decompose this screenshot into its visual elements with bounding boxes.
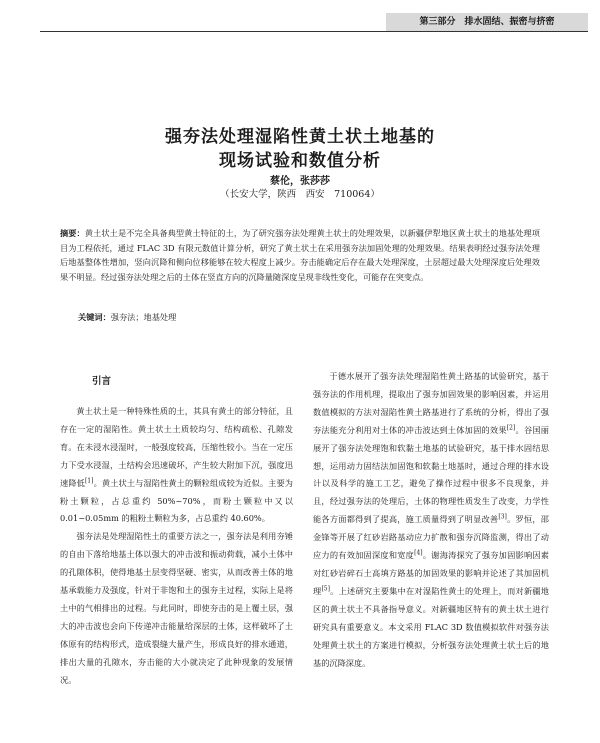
header-rule	[40, 31, 588, 32]
paragraph-text: 。罗恒，邵金锋等开展了红砂岩路基动应力扩散和强夯沉降监测，得出了动应力的有效加固深度和宽度	[313, 514, 549, 561]
paragraph-text: 黄土状土是一种特殊性质的土，其具有黄土的部分特征，且存在一定的湿陷性。黄土状土土质较均匀、结构疏松、孔隙发育。在未浸水浸湿时，一般强度较高，压缩性较小。当在一定压力下受水浸湿，土结构会迅速破坏，产生较大附加下沉，强度迅速降低	[60, 406, 293, 488]
body-column-left	[60, 403, 293, 690]
keywords-text: 强夯法；地基处理	[110, 312, 177, 322]
paragraph-text: 。谢海涛探究了强夯加固影响因素对红砂岩碎石土高填方路基的加固效果的影响并论述了其加固机理	[313, 550, 549, 596]
keywords	[78, 312, 176, 323]
paragraph-text: 强夯法是处理湿陷性土的重要方法之一，强夯法是利用夯锤的自由下落给地基土体以强大的冲击波和振动荷载，减小土体中的孔隙体积，使得地基土层变得坚硬、密实，从而改善土体的地基承载能力及强度，针对于非饱和土的强夯主过程，实际上是将土中的气相排出的过程。与此同时，即使夯击的是上覆土层，强大的冲击波也会向下传递冲击能量给深层的土体，这样破坏了土体原有的结构形式，造成裂缝大量产生，形成良好的排水通道，排出大量的孔隙水，夯击能的大小就决定了此种现象的发展情况。	[60, 531, 293, 685]
citation: [2]	[506, 423, 516, 431]
paper-title-line-1: 强夯法处理湿陷性黄土状土地基的	[165, 127, 435, 147]
abstract-text: 黄土状土是不完全具备典型黄土特征的土，为了研究强夯法处理黄土状土的处理效果，以新疆伊犁地区黄土状土的地基处理项目为工程依托，通过 FLAC 3D 有限元数值计算分析，研究了黄土状土在采用强夯法加固处理的处理效果。结果表明经过强夯法处理后地基整体性增加，竖向沉降和侧向位移能够在较大程度上减少。夯击能确定后存在最大处理深度，土层超过最大处理深度后处理效果不明显。经过强夯法处理之后的土体在竖直方向的沉降量随深度呈现非线性变化，可能存在突变点。	[60, 228, 540, 282]
citation: [3]	[498, 513, 507, 521]
authors: 蔡伦，张莎莎	[270, 176, 330, 187]
body-column-right	[313, 368, 549, 672]
citation: [1]	[84, 476, 94, 484]
paragraph-text: 。谷国丽展开了强夯法处理饱和软黏土地基的试验研究，基于排水固结思想，运用动力固结法加固饱和软黏土地基时，通过合理的排水设计以及科学的施工工艺，避免了操作过程中很多不良现象，并且，经过强夯法的处理后，土体的物理性质发生了改变，力学性能各方面都得到了提高，施工质量得到了明显改善	[313, 424, 549, 525]
affiliation: （长安大学，陕西 西安 710064）	[220, 189, 380, 200]
paragraph	[60, 528, 293, 689]
keywords-label: 关键词：	[78, 312, 111, 322]
running-header: 第三部分 排水固结、振密与挤密	[386, 13, 588, 31]
paragraph-text: 。上述研究主要集中在对湿陷性黄土的处理上，而对新疆地区的黄土状土不具备指导意义。对新疆地区特有的黄土状土进行研究具有重要意义。本文采用 FLAC 3D 数值模拟软件对强夯法处理黄土状土的方案进行模拟，分析强夯法处理黄土状土后的地基的沉降深度。	[313, 585, 549, 668]
abstract-label: 摘要：	[60, 228, 85, 238]
paragraph-text: 于德水展开了强夯法处理湿陷性黄土路基的试验研究，基于强夯法的作用机理，提取出了强夯加固效果的影响因素，并运用数值模拟的方法对湿陷性黄土路基进行了系统的分析，得出了强夯法能充分利用对土体的冲击波达到土体加固的效果	[313, 371, 549, 435]
section-heading-intro: 引言	[92, 376, 112, 387]
abstract	[60, 226, 540, 284]
paragraph-text: 。黄土状土与湿陷性黄土的颗粒组成较为近似。主要为粉土颗粒，占总重约 50%~70%，而粉土颗粒中又以 0.01~0.05mm 的粗粉土颗粒为多，占总重约 40.60%。	[60, 477, 293, 524]
paragraph	[60, 403, 293, 528]
citation: [4]	[414, 549, 423, 557]
paragraph	[313, 368, 549, 672]
paper-title-line-2: 现场试验和数值分析	[219, 151, 381, 171]
citation: [5]	[321, 585, 330, 593]
